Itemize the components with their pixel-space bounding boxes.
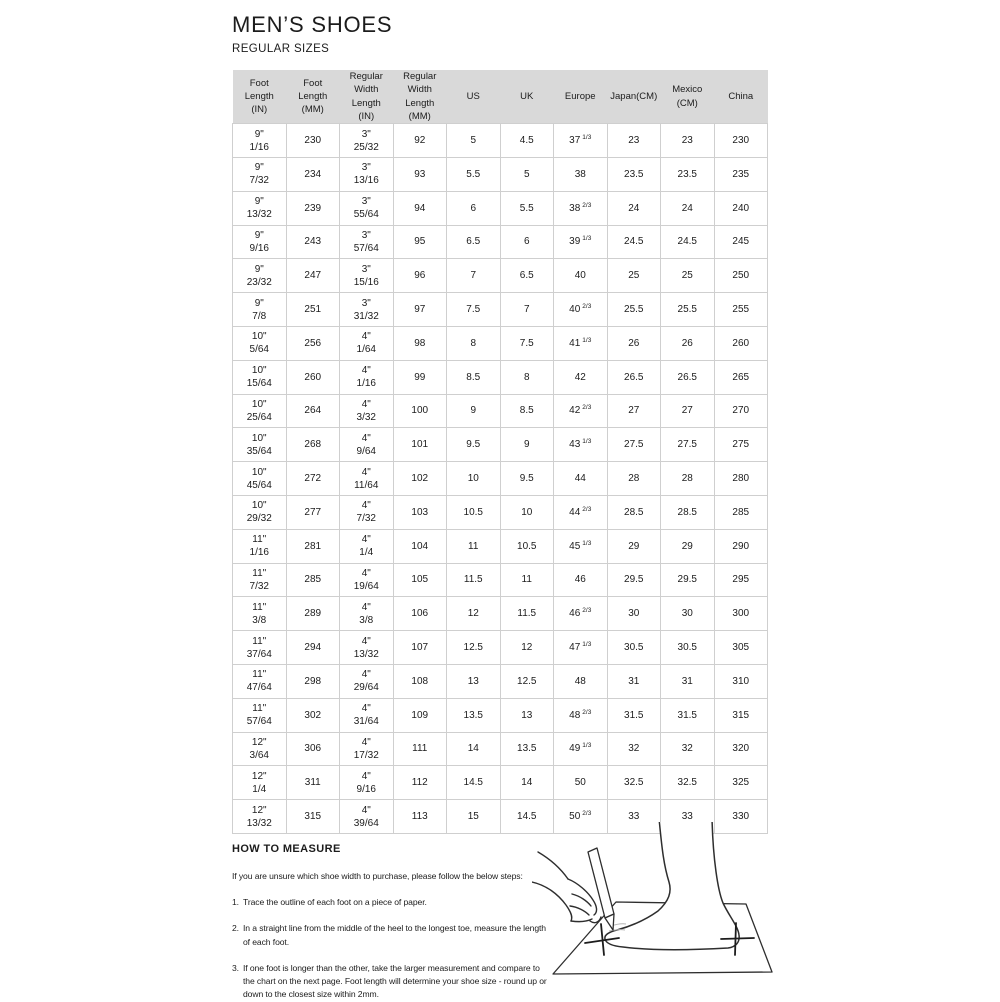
cell-china-size: 330 <box>714 800 768 834</box>
cell-uk-size: 11.5 <box>500 597 554 631</box>
foot-tracing-illustration <box>532 822 782 997</box>
cell-mexico-size: 31 <box>661 664 715 698</box>
cell-china-size: 275 <box>714 428 768 462</box>
cell-japan-size: 27.5 <box>607 428 661 462</box>
cell-width-length-in: 4" 29/64 <box>340 664 394 698</box>
cell-uk-size: 7.5 <box>500 326 554 360</box>
foot-outline <box>605 822 739 950</box>
cell-width-length-mm: 111 <box>393 732 447 766</box>
cell-china-size: 260 <box>714 326 768 360</box>
table-row <box>233 157 768 191</box>
cell-us-size: 12.5 <box>447 631 501 665</box>
cell-width-length-mm: 92 <box>393 124 447 158</box>
cell-foot-length-in: 10" 45/64 <box>233 462 287 496</box>
cell-europe-size: 45 $^{1/3}$ <box>554 529 608 563</box>
cell-uk-size: 10.5 <box>500 529 554 563</box>
cell-japan-size: 28 <box>607 462 661 496</box>
cell-japan-size: 29 <box>607 529 661 563</box>
cell-uk-size: 11 <box>500 563 554 597</box>
cell-foot-length-in: 10" 29/32 <box>233 495 287 529</box>
cell-japan-size: 32 <box>607 732 661 766</box>
cell-width-length-in: 4" 11/64 <box>340 462 394 496</box>
cell-width-length-in: 4" 3/32 <box>340 394 394 428</box>
step-number: 1. <box>232 896 239 907</box>
cell-europe-size: 38 $^{2/3}$ <box>554 191 608 225</box>
cell-europe-size: 38 <box>554 157 608 191</box>
column-header-china: China <box>714 70 768 124</box>
cell-china-size: 255 <box>714 293 768 327</box>
column-header-us: US <box>447 70 501 124</box>
cell-us-size: 9.5 <box>447 428 501 462</box>
column-header-mexico: Mexico (CM) <box>661 70 715 124</box>
cell-foot-length-in: 9" 13/32 <box>233 191 287 225</box>
cell-china-size: 240 <box>714 191 768 225</box>
cell-foot-length-mm: 251 <box>286 293 340 327</box>
cell-japan-size: 28.5 <box>607 495 661 529</box>
cell-japan-size: 23.5 <box>607 157 661 191</box>
cell-europe-size: 40 $^{2/3}$ <box>554 293 608 327</box>
cell-japan-size: 30 <box>607 597 661 631</box>
cell-us-size: 7 <box>447 259 501 293</box>
cell-mexico-size: 23 <box>661 124 715 158</box>
table-row <box>233 495 768 529</box>
cell-europe-size: 49 $^{1/3}$ <box>554 732 608 766</box>
table-header-row <box>233 70 768 124</box>
cell-foot-length-mm: 285 <box>286 563 340 597</box>
cell-foot-length-in: 11" 57/64 <box>233 698 287 732</box>
cell-foot-length-in: 11" 37/64 <box>233 631 287 665</box>
cell-mexico-size: 28.5 <box>661 495 715 529</box>
cell-uk-size: 14.5 <box>500 800 554 834</box>
cell-japan-size: 25.5 <box>607 293 661 327</box>
cell-width-length-mm: 106 <box>393 597 447 631</box>
cell-uk-size: 8 <box>500 360 554 394</box>
cell-width-length-mm: 98 <box>393 326 447 360</box>
cell-china-size: 300 <box>714 597 768 631</box>
cell-china-size: 245 <box>714 225 768 259</box>
cell-mexico-size: 28 <box>661 462 715 496</box>
cell-foot-length-in: 12" 1/4 <box>233 766 287 800</box>
cell-china-size: 280 <box>714 462 768 496</box>
cell-width-length-mm: 107 <box>393 631 447 665</box>
cell-foot-length-mm: 302 <box>286 698 340 732</box>
table-row <box>233 293 768 327</box>
cell-foot-length-mm: 281 <box>286 529 340 563</box>
cell-width-length-mm: 113 <box>393 800 447 834</box>
cell-europe-size: 46 $^{2/3}$ <box>554 597 608 631</box>
cell-us-size: 14.5 <box>447 766 501 800</box>
cell-width-length-in: 4" 9/64 <box>340 428 394 462</box>
cell-width-length-mm: 102 <box>393 462 447 496</box>
cell-europe-size: 50 $^{2/3}$ <box>554 800 608 834</box>
cell-japan-size: 31.5 <box>607 698 661 732</box>
table-row <box>233 428 768 462</box>
cell-width-length-mm: 103 <box>393 495 447 529</box>
cell-foot-length-mm: 234 <box>286 157 340 191</box>
cell-europe-size: 44 $^{2/3}$ <box>554 495 608 529</box>
cell-europe-size: 44 <box>554 462 608 496</box>
table-row <box>233 766 768 800</box>
cell-mexico-size: 26 <box>661 326 715 360</box>
table-row <box>233 360 768 394</box>
cell-europe-size: 41 $^{1/3}$ <box>554 326 608 360</box>
cell-uk-size: 9 <box>500 428 554 462</box>
cell-foot-length-mm: 260 <box>286 360 340 394</box>
cell-mexico-size: 26.5 <box>661 360 715 394</box>
cell-japan-size: 30.5 <box>607 631 661 665</box>
cell-width-length-in: 3" 57/64 <box>340 225 394 259</box>
cell-japan-size: 33 <box>607 800 661 834</box>
cell-europe-size: 37 $^{1/3}$ <box>554 124 608 158</box>
cell-foot-length-mm: 230 <box>286 124 340 158</box>
cell-uk-size: 12 <box>500 631 554 665</box>
cell-foot-length-in: 12" 13/32 <box>233 800 287 834</box>
measure-step <box>232 962 550 1002</box>
cell-foot-length-in: 10" 25/64 <box>233 394 287 428</box>
cell-uk-size: 5.5 <box>500 191 554 225</box>
cell-foot-length-in: 9" 23/32 <box>233 259 287 293</box>
cell-uk-size: 12.5 <box>500 664 554 698</box>
how-to-measure-section <box>232 843 550 1002</box>
cell-mexico-size: 25 <box>661 259 715 293</box>
cell-width-length-mm: 93 <box>393 157 447 191</box>
table-row <box>233 259 768 293</box>
cell-uk-size: 13.5 <box>500 732 554 766</box>
cell-width-length-mm: 96 <box>393 259 447 293</box>
table-row <box>233 529 768 563</box>
cell-china-size: 285 <box>714 495 768 529</box>
size-chart-table <box>232 70 768 834</box>
cell-uk-size: 6.5 <box>500 259 554 293</box>
cell-width-length-in: 4" 3/8 <box>340 597 394 631</box>
cell-mexico-size: 25.5 <box>661 293 715 327</box>
cell-uk-size: 7 <box>500 293 554 327</box>
cell-foot-length-mm: 294 <box>286 631 340 665</box>
cell-width-length-in: 4" 7/32 <box>340 495 394 529</box>
cell-uk-size: 10 <box>500 495 554 529</box>
cell-width-length-mm: 104 <box>393 529 447 563</box>
cell-width-length-in: 3" 13/16 <box>340 157 394 191</box>
cell-us-size: 6 <box>447 191 501 225</box>
cell-mexico-size: 30.5 <box>661 631 715 665</box>
cell-europe-size: 47 $^{1/3}$ <box>554 631 608 665</box>
cell-foot-length-mm: 264 <box>286 394 340 428</box>
cell-foot-length-in: 9" 7/32 <box>233 157 287 191</box>
cell-foot-length-in: 12" 3/64 <box>233 732 287 766</box>
how-to-measure-intro: If you are unsure which shoe width to purchase, please follow the below steps: <box>232 871 523 881</box>
cell-us-size: 6.5 <box>447 225 501 259</box>
cell-width-length-in: 4" 31/64 <box>340 698 394 732</box>
cell-us-size: 14 <box>447 732 501 766</box>
cell-width-length-in: 3" 25/32 <box>340 124 394 158</box>
cell-europe-size: 50 <box>554 766 608 800</box>
table-row <box>233 394 768 428</box>
step-text: Trace the outline of each foot on a piece of paper. <box>243 896 427 907</box>
cell-width-length-in: 4" 9/16 <box>340 766 394 800</box>
cell-width-length-in: 3" 15/16 <box>340 259 394 293</box>
cell-europe-size: 42 <box>554 360 608 394</box>
cell-foot-length-in: 9" 7/8 <box>233 293 287 327</box>
cell-china-size: 315 <box>714 698 768 732</box>
cell-width-length-mm: 97 <box>393 293 447 327</box>
cell-china-size: 270 <box>714 394 768 428</box>
cell-width-length-in: 4" 1/16 <box>340 360 394 394</box>
table-row <box>233 124 768 158</box>
cell-china-size: 305 <box>714 631 768 665</box>
cell-europe-size: 42 $^{2/3}$ <box>554 394 608 428</box>
cell-width-length-in: 4" 13/32 <box>340 631 394 665</box>
cell-width-length-mm: 108 <box>393 664 447 698</box>
cell-width-length-in: 4" 17/32 <box>340 732 394 766</box>
cell-china-size: 230 <box>714 124 768 158</box>
column-header-foot-length-in: Foot Length (IN) <box>233 70 287 124</box>
cell-japan-size: 26 <box>607 326 661 360</box>
cell-uk-size: 4.5 <box>500 124 554 158</box>
cell-mexico-size: 27.5 <box>661 428 715 462</box>
cell-us-size: 15 <box>447 800 501 834</box>
cell-europe-size: 48 $^{2/3}$ <box>554 698 608 732</box>
cell-uk-size: 5 <box>500 157 554 191</box>
table-row <box>233 597 768 631</box>
cell-china-size: 290 <box>714 529 768 563</box>
step-text: If one foot is longer than the other, take the larger measurement and compare to the chart on the next page. Foot length will determine your shoe size - round up or down to the closest size within 2mm. <box>243 962 547 1000</box>
cell-china-size: 295 <box>714 563 768 597</box>
cell-china-size: 250 <box>714 259 768 293</box>
table-row <box>233 462 768 496</box>
cell-foot-length-in: 9" 1/16 <box>233 124 287 158</box>
cell-uk-size: 9.5 <box>500 462 554 496</box>
cell-width-length-in: 3" 31/32 <box>340 293 394 327</box>
cell-width-length-mm: 109 <box>393 698 447 732</box>
cell-mexico-size: 32 <box>661 732 715 766</box>
cell-mexico-size: 23.5 <box>661 157 715 191</box>
cell-foot-length-mm: 272 <box>286 462 340 496</box>
step-number: 2. <box>232 923 239 934</box>
column-header-japan: Japan(CM) <box>607 70 661 124</box>
cell-us-size: 8.5 <box>447 360 501 394</box>
cell-foot-length-in: 11" 3/8 <box>233 597 287 631</box>
cell-mexico-size: 24 <box>661 191 715 225</box>
page-header <box>232 13 768 55</box>
cell-width-length-in: 4" 1/4 <box>340 529 394 563</box>
cell-foot-length-mm: 268 <box>286 428 340 462</box>
cell-us-size: 12 <box>447 597 501 631</box>
table-row <box>233 563 768 597</box>
cell-uk-size: 8.5 <box>500 394 554 428</box>
cell-mexico-size: 24.5 <box>661 225 715 259</box>
cell-foot-length-in: 11" 7/32 <box>233 563 287 597</box>
cell-foot-length-mm: 239 <box>286 191 340 225</box>
cell-foot-length-in: 10" 5/64 <box>233 326 287 360</box>
table-row <box>233 225 768 259</box>
cell-china-size: 235 <box>714 157 768 191</box>
cell-foot-length-mm: 256 <box>286 326 340 360</box>
cell-width-length-mm: 112 <box>393 766 447 800</box>
cell-europe-size: 46 <box>554 563 608 597</box>
cell-foot-length-in: 10" 35/64 <box>233 428 287 462</box>
cell-width-length-in: 4" 1/64 <box>340 326 394 360</box>
cell-japan-size: 24 <box>607 191 661 225</box>
measure-step <box>232 922 550 949</box>
cell-us-size: 5 <box>447 124 501 158</box>
cell-china-size: 310 <box>714 664 768 698</box>
how-to-measure-heading: HOW TO MEASURE <box>232 843 341 855</box>
cell-foot-length-in: 11" 47/64 <box>233 664 287 698</box>
table-row <box>233 664 768 698</box>
cell-europe-size: 48 <box>554 664 608 698</box>
cell-mexico-size: 30 <box>661 597 715 631</box>
cell-foot-length-in: 9" 9/16 <box>233 225 287 259</box>
cell-mexico-size: 33 <box>661 800 715 834</box>
column-header-width-length-in: Regular Width Length (IN) <box>340 70 394 124</box>
column-header-europe: Europe <box>554 70 608 124</box>
column-header-uk: UK <box>500 70 554 124</box>
cell-us-size: 13 <box>447 664 501 698</box>
cell-us-size: 5.5 <box>447 157 501 191</box>
measure-steps-list <box>232 896 550 1002</box>
cell-foot-length-mm: 247 <box>286 259 340 293</box>
cell-foot-length-in: 10" 15/64 <box>233 360 287 394</box>
cell-foot-length-mm: 306 <box>286 732 340 766</box>
cell-width-length-mm: 105 <box>393 563 447 597</box>
cell-japan-size: 25 <box>607 259 661 293</box>
cell-width-length-mm: 95 <box>393 225 447 259</box>
cell-japan-size: 26.5 <box>607 360 661 394</box>
cell-width-length-in: 3" 55/64 <box>340 191 394 225</box>
cell-china-size: 325 <box>714 766 768 800</box>
cell-uk-size: 13 <box>500 698 554 732</box>
cell-china-size: 320 <box>714 732 768 766</box>
cell-us-size: 10.5 <box>447 495 501 529</box>
page-subtitle: REGULAR SIZES <box>232 43 330 56</box>
cell-us-size: 11.5 <box>447 563 501 597</box>
cell-us-size: 13.5 <box>447 698 501 732</box>
cell-japan-size: 32.5 <box>607 766 661 800</box>
column-header-width-length-mm: Regular Width Length (MM) <box>393 70 447 124</box>
cell-width-length-mm: 99 <box>393 360 447 394</box>
cell-us-size: 9 <box>447 394 501 428</box>
table-row <box>233 732 768 766</box>
cell-width-length-mm: 101 <box>393 428 447 462</box>
table-row <box>233 631 768 665</box>
cell-japan-size: 23 <box>607 124 661 158</box>
cell-foot-length-mm: 311 <box>286 766 340 800</box>
cell-us-size: 11 <box>447 529 501 563</box>
page-title: MEN’S SHOES <box>232 12 393 37</box>
cell-europe-size: 43 $^{1/3}$ <box>554 428 608 462</box>
cell-foot-length-mm: 289 <box>286 597 340 631</box>
cell-china-size: 265 <box>714 360 768 394</box>
cell-mexico-size: 32.5 <box>661 766 715 800</box>
table-row <box>233 326 768 360</box>
cell-japan-size: 31 <box>607 664 661 698</box>
cell-europe-size: 39 $^{1/3}$ <box>554 225 608 259</box>
cell-mexico-size: 29.5 <box>661 563 715 597</box>
cell-foot-length-in: 11" 1/16 <box>233 529 287 563</box>
cell-japan-size: 27 <box>607 394 661 428</box>
column-header-foot-length-mm: Foot Length (MM) <box>286 70 340 124</box>
cell-mexico-size: 31.5 <box>661 698 715 732</box>
cell-width-length-in: 4" 39/64 <box>340 800 394 834</box>
cell-europe-size: 40 <box>554 259 608 293</box>
measure-step <box>232 896 550 909</box>
step-text: In a straight line from the middle of the heel to the longest toe, measure the length of each foot. <box>243 923 546 947</box>
table-row <box>233 698 768 732</box>
cell-mexico-size: 29 <box>661 529 715 563</box>
cell-foot-length-mm: 298 <box>286 664 340 698</box>
table-row <box>233 191 768 225</box>
cell-foot-length-mm: 315 <box>286 800 340 834</box>
cell-japan-size: 29.5 <box>607 563 661 597</box>
step-number: 3. <box>232 962 239 973</box>
cell-foot-length-mm: 243 <box>286 225 340 259</box>
cell-us-size: 8 <box>447 326 501 360</box>
cell-width-length-in: 4" 19/64 <box>340 563 394 597</box>
cell-us-size: 7.5 <box>447 293 501 327</box>
cell-width-length-mm: 94 <box>393 191 447 225</box>
cell-mexico-size: 27 <box>661 394 715 428</box>
cell-uk-size: 6 <box>500 225 554 259</box>
cell-foot-length-mm: 277 <box>286 495 340 529</box>
cell-uk-size: 14 <box>500 766 554 800</box>
cell-japan-size: 24.5 <box>607 225 661 259</box>
cell-us-size: 10 <box>447 462 501 496</box>
cell-width-length-mm: 100 <box>393 394 447 428</box>
